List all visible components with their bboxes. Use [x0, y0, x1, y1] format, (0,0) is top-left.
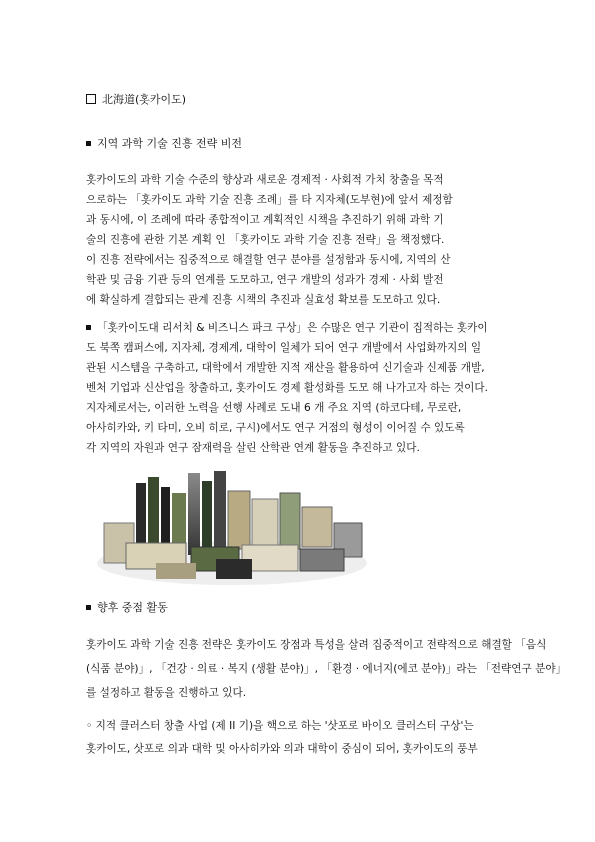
- text-line: 술의 진흥에 관한 기본 계획 인 「홋카이도 과학 기술 진흥 전략」을 책정했다.: [86, 234, 445, 246]
- text-line: ◦ 지적 클러스터 창출 사업 (제 II 기)을 핵으로 하는 '삿포로 바이오 클러스터 구상'는: [86, 720, 474, 732]
- text-line: 지자체로서는, 이러한 노력을 선행 사례로 도내 6 개 주요 지역 (하코다테, 무로란,: [86, 402, 462, 414]
- text-line: 이 진흥 전략에서는 집중적으로 해결할 연구 분야를 설정함과 동시에, 지역의 산: [86, 254, 451, 266]
- text-line: 아사히카와, 키 타미, 오비 히로, 구시)에서도 연구 거점의 형성이 이어질 수 있도록: [86, 422, 465, 434]
- text-line: 홋카이도 과학 기술 진흥 전략은 홋카이도 장점과 특성을 살려 집중적이고 전략적으로 해결할 「음식: [86, 639, 547, 651]
- text-line: 과 동시에, 이 조례에 따라 종합적이고 계획적인 시책을 추진하기 위해 과학 기: [86, 214, 444, 226]
- text-line: 관된 시스템을 구축하고, 대학에서 개발한 지적 재산을 활용하여 신기술과 신제품 개발,: [86, 362, 485, 374]
- text-line: 으로하는 「홋카이도 과학 기술 진흥 조례」를 타 지자체(도부현)에 앞서 제정함: [86, 194, 453, 206]
- product-photo: [96, 463, 368, 586]
- text-line: 각 지역의 자원과 연구 잠재력을 살린 산학관 연계 활동을 추진하고 있다.: [86, 442, 420, 454]
- text-line: 홋카이도, 삿포로 의과 대학 및 아사히카와 의과 대학이 중심이 되어, 홋카이도의 풍부: [86, 743, 478, 755]
- text-line: 를 설정하고 활동을 진행하고 있다.: [86, 687, 247, 699]
- text-line: 「홋카이도대 리서치 & 비즈니스 파크 구상」은 수많은 연구 기관이 집적하는 홋카이: [86, 321, 516, 335]
- section-title: 北海道(홋카이도): [86, 93, 186, 107]
- text-line: 홋카이도의 과학 기술 수준의 향상과 새로운 경제적 · 사회적 가치 창출을 목적: [86, 174, 444, 186]
- text-line: 에 확실하게 결합되는 관계 진흥 시책의 추진과 실효성 확보를 도모하고 있다.: [86, 294, 441, 306]
- bullet-icon: [86, 141, 91, 146]
- checkbox-square-icon: [86, 94, 96, 104]
- bullet-icon: [86, 605, 91, 610]
- text-line: 도 북쪽 캠퍼스에, 지자체, 경제계, 대학이 일체가 되어 연구 개발에서 사업화까지의 일: [86, 342, 482, 354]
- subheading-future: 향후 중점 활동: [86, 601, 168, 615]
- text-line: 벤처 기업과 신산업을 창출하고, 홋카이도 경제 활성화를 도모 해 나가고자 하는 것이다.: [86, 382, 488, 394]
- text-line: (식품 분야)」, 「건강 · 의료 · 복지 (생활 분야)」, 「환경 · 에너지(에코 분야)」라는 「전략연구 분야」: [86, 663, 567, 675]
- bullet-icon: [86, 325, 91, 330]
- text-line: 학관 및 금융 기관 등의 연계를 도모하고, 연구 개발의 성과가 경제 · 사회 발전: [86, 274, 444, 286]
- subheading-vision: 지역 과학 기술 진흥 전략 비전: [86, 137, 242, 151]
